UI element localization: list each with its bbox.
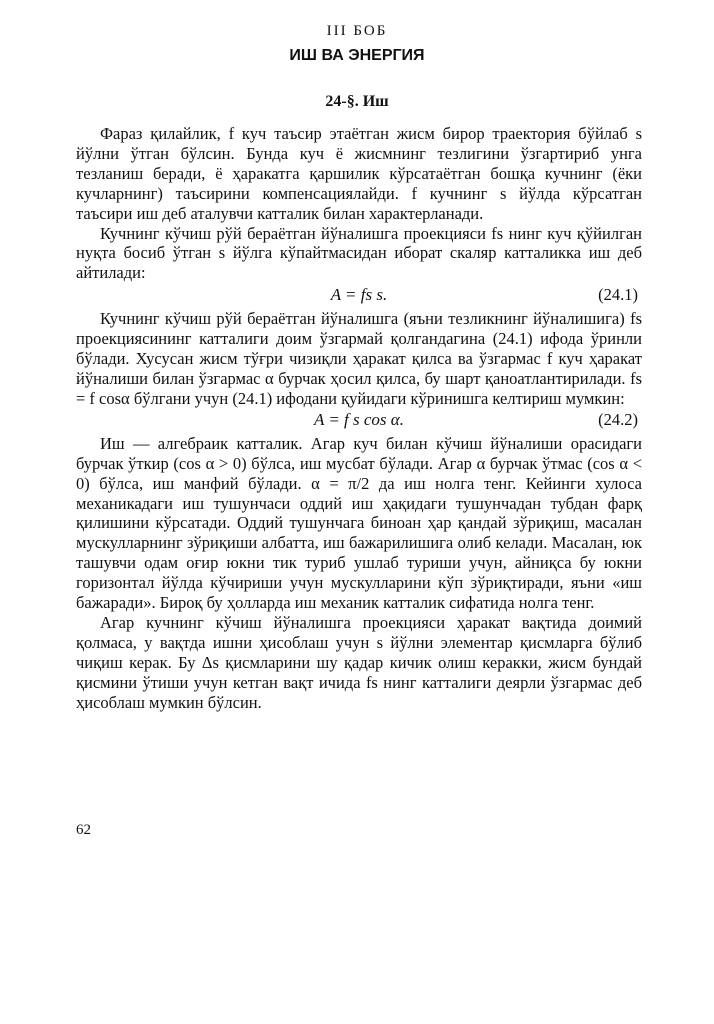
paragraph-1: Фараз қилайлик, f куч таъсир этаётган жисм бирор траектория бўйлаб s йўлни ўтган бўлсин. Бунда куч ё жисмнинг тезлигини ўзгартириб унга тезланиш беради, ё ҳаракатга қаршилик кўрсатаётган бошқа кучнинг (ёки кучларнинг) таъсирини компенсациялайди. f кучнинг s йўлда кўрсатган таъсири иш деб аталувчи катталик билан характерланади. [76, 124, 642, 223]
equation-formula: A = fs s. [330, 285, 388, 305]
equation-formula: A = f s cos α. [314, 409, 404, 429]
equation-number: (24.2) [598, 409, 638, 429]
equation-24-1 [76, 285, 642, 305]
chapter-title: ИШ ВА ЭНЕРГИЯ [289, 47, 425, 64]
paragraph-4: Иш — алгебраик катталик. Агар куч билан кўчиш йўналиши орасидаги бурчак ўткир (cos α > 0) бўлса, иш мусбат бўлади. Агар α бурчак ўтмас (cos α < 0) бўлса, иш манфий бўлади. α = π/2 да иш нолга тенг. Кейинги хулоса механикадаги иш тушунчаси оддий иш ҳақидаги тушунчадан тубдан фарқ қилишини кўрсатади. Оддий тушунчага биноан ҳар қандай зўриқиш, масалан мускулларнинг зўриқиши албатта, иш бажарилишига олиб келади. Масалан, юк ташувчи одам оғир юкни тик туриб ушлаб туриши учун, айниқса бу юкни горизонтал йўлда кўчириши учун мускулларини кўп зўриқтиради, яъни «иш бажаради». Бироқ бу ҳолларда иш механик катталик сифатида нолга тенг. [76, 433, 642, 613]
equation-number: (24.1) [598, 285, 638, 305]
paragraph-2: Кучнинг кўчиш рўй бераётган йўналишга проекцияси fs нинг куч қўйилган нуқта босиб ўтган s йўлга кўпайтмасидан иборат скаляр катталикка иш деб айтилади: [76, 223, 642, 283]
equation-24-2 [76, 410, 642, 430]
body-text [76, 124, 642, 712]
paragraph-5: Агар кучнинг кўчиш йўналишга проекцияси ҳаракат вақтида доимий қолмаса, у вақтда ишни ҳисоблаш учун s йўлни элементар қисмларга бўлиб чиқиш керак. Бу Δs қисмларини шу қадар кичик олиш керакки, жисм бундай қисмини ўтиши учун кетган вақт ичида fs нинг катталиги деярли ўзгармас деб ҳисоблаш мумкин бўлсин. [76, 612, 642, 712]
paragraph-3: Кучнинг кўчиш рўй бераётган йўналишга (яъни тезликнинг йўналишига) fs проекциясининг катталиги доим ўзгармай қолгандагина (24.1) ифода ўринли бўлади. Хусусан жисм тўғри чизиқли ҳаракат қилса ва ўзгармас f куч ҳаракат йўналиши билан ўзгармас α бурчак ҳосил қилса, бу шарт қаноатлантирилади. fs = f cosα бўлгани учун (24.1) ифодани қуйидаги кўринишга келтириш мумкин: [76, 309, 642, 408]
page-number: 62 [76, 822, 91, 838]
chapter-heading: III БОБ [326, 23, 388, 39]
section-heading: 24-§. Иш [325, 93, 389, 110]
